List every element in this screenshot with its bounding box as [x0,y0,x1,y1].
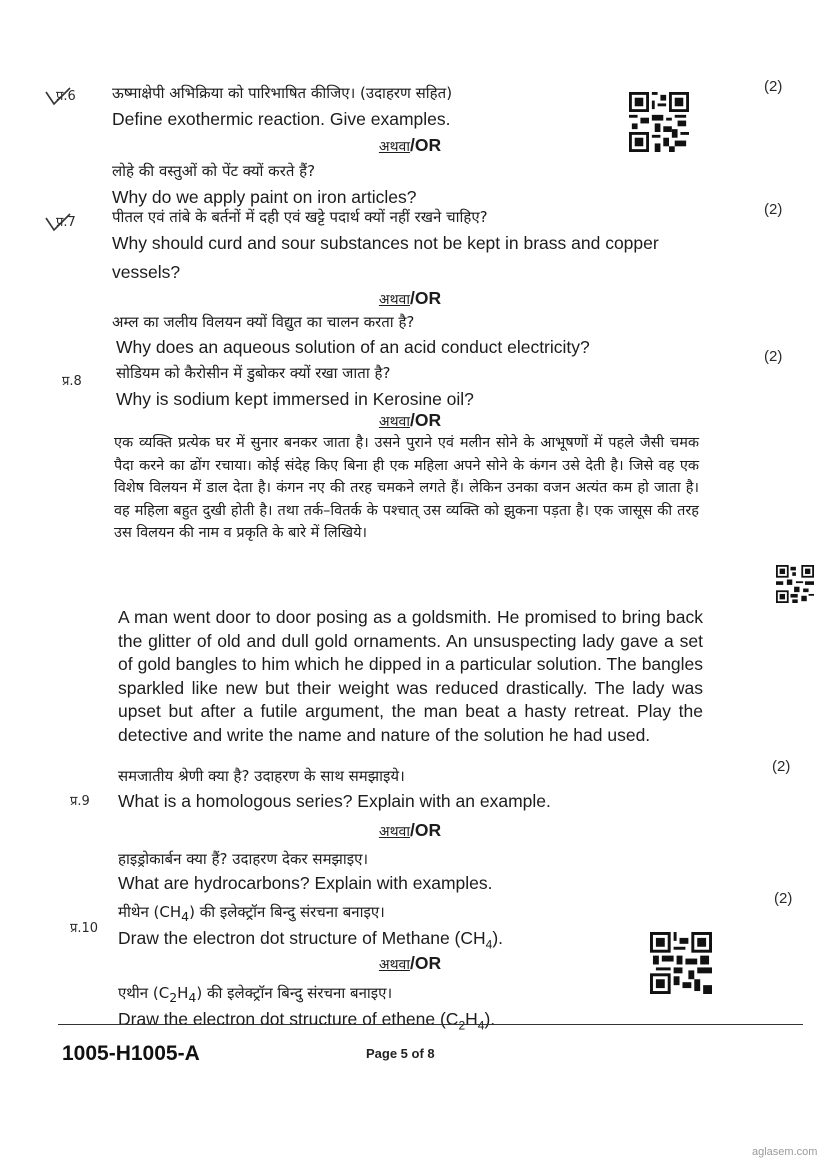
q10-english [118,928,503,952]
or-hindi: अथवा [378,292,410,308]
q7-alt-english: Why does an aqueous solution of an acid conduct electricity? [116,337,590,357]
q9-alt-english: What are hydrocarbons? Explain with examples. [118,873,493,893]
q10-hindi-pre: मीथेन (CH [118,903,182,921]
or-english: /OR [409,135,442,155]
question-number-6: प्र.6 [56,89,76,104]
or-hindi: अथवा [378,957,410,973]
watermark: aglasem.com [752,1146,818,1158]
or-english: /OR [409,820,442,840]
q10-alt-hindi-mid: H [177,984,189,1002]
page-number: Page 5 of 8 [366,1046,435,1061]
q7-marks: (2) [764,201,783,218]
question-number-9: प्र.9 [70,794,90,809]
q9-marks: (2) [772,758,791,775]
q10-alt-english [118,1009,495,1033]
or-hindi: अथवा [378,824,410,840]
q8-alt-hindi-paragraph: एक व्यक्ति प्रत्येक घर में सुनार बनकर जाता है। उसने पुराने एवं मलीन सोने के आभूषणों में पहले जैसी चमक पैदा करने का ढोंग रचाया। कोई संदेह किए बिना ही एक महिला अपने सोने के कंगन उसे देती है। जिसे वह एक विशेष विलयन में डाल देता है। कंगन नए की तरह चमकने लगते हैं। लेकिन उनका वजन अत्यंत कम हो जाता है। वह महिला बहुत दुखी होती है। तथा तर्क–वितर्क के पश्चात् उस व्यक्ति को झुकना पड़ता है। एक जासूस की तरह उस विलयन की नाम व प्रकृति के बारे में लिखिये। [114,435,699,541]
q8-english: Why is sodium kept immersed in Kerosine oil? [116,389,474,409]
question-number-8: प्र.8 [62,374,82,389]
q7-alt-hindi: अम्ल का जलीय विलयन क्यों विद्युत का चालन करता है? [112,313,415,331]
q9-alt-hindi: हाइड्रोकार्बन क्या हैं? उदाहरण देकर समझाइए। [118,850,369,868]
q10-alt-hindi-sub1: 2 [169,990,178,1005]
question-number-7: प्र.7 [56,215,76,230]
q10-alt-english-pre: Draw the electron dot structure of ethene (C [118,1009,459,1029]
q6-alt-english: Why do we apply paint on iron articles? [112,187,417,207]
q7-hindi: पीतल एवं तांबे के बर्तनों में दही एवं खट्टे पदार्थ क्यों नहीं रखने चाहिए? [112,208,488,226]
q6-marks: (2) [764,78,783,95]
q10-alt-hindi [118,983,392,1005]
paper-code: 1005-H1005-A [62,1042,200,1065]
q6-english: Define exothermic reaction. Give examples. [112,109,451,129]
q10-hindi-post: ) की इलेक्ट्रॉन बिन्दु संरचना बनाइए। [189,903,385,921]
q10-hindi [118,902,385,924]
or-english: /OR [409,953,442,973]
q7-or-divider [340,288,480,309]
q10-alt-english-post: ). [484,1009,496,1029]
qr-code-icon [650,932,712,994]
q8-hindi: सोडियम को कैरोसीन में डुबोकर क्यों रखा जाता है? [116,364,391,382]
q10-alt-hindi-post: ) की इलेक्ट्रॉन बिन्दु संरचना बनाइए। [196,984,393,1002]
qr-code-icon [776,565,814,603]
q6-hindi: ऊष्माक्षेपी अभिक्रिया को पारिभाषित कीजिए। (उदाहरण सहित) [112,84,453,102]
q9-hindi: समजातीय श्रेणी क्या है? उदाहरण के साथ समझाइये। [118,767,405,785]
q10-alt-hindi-sub2: 4 [188,990,197,1005]
q6-or-divider [340,135,480,156]
or-hindi: अथवा [378,139,410,155]
question-number-10: प्र.10 [70,921,99,936]
or-hindi: अथवा [378,414,410,430]
q10-alt-hindi-pre: एथीन (C [118,984,170,1002]
q10-or-divider [340,953,480,974]
q10-english-sub: 4 [485,937,493,952]
q10-alt-english-sub2: 4 [477,1018,485,1033]
q8-or-divider [340,410,480,431]
q10-english-pre: Draw the electron dot structure of Methane (CH [118,928,486,948]
q7-english-line1: Why should curd and sour substances not be kept in brass and copper [112,233,659,253]
q7-english-line2: vessels? [112,262,181,282]
q8-marks: (2) [764,348,783,365]
q9-or-divider [340,820,480,841]
q10-alt-english-mid: H [465,1009,478,1029]
or-english: /OR [409,410,442,430]
q10-marks: (2) [774,890,793,907]
q6-alt-hindi: लोहे की वस्तुओं को पेंट क्यों करते हैं? [112,162,316,180]
q8-alt-english-paragraph: A man went door to door posing as a goldsmith. He promised to bring back the glitter of old and dull gold ornaments. An unsuspecting lady gave a set of gold bangles to him which he dipped in a particular solution. The bangles sparkled like new but their weight was reduced drastically. The lady was upset but after a futile argument, the man beat a hasty retreat. Play the detective and write the name and nature of the solution he had used. [118,607,703,745]
or-english: /OR [409,288,442,308]
q9-english: What is a homologous series? Explain with an example. [118,791,551,811]
q10-alt-english-sub1: 2 [458,1018,466,1033]
qr-code-icon [629,92,689,152]
q10-english-post: ). [492,928,504,948]
q10-hindi-sub: 4 [181,909,190,924]
footer-divider [58,1024,803,1025]
